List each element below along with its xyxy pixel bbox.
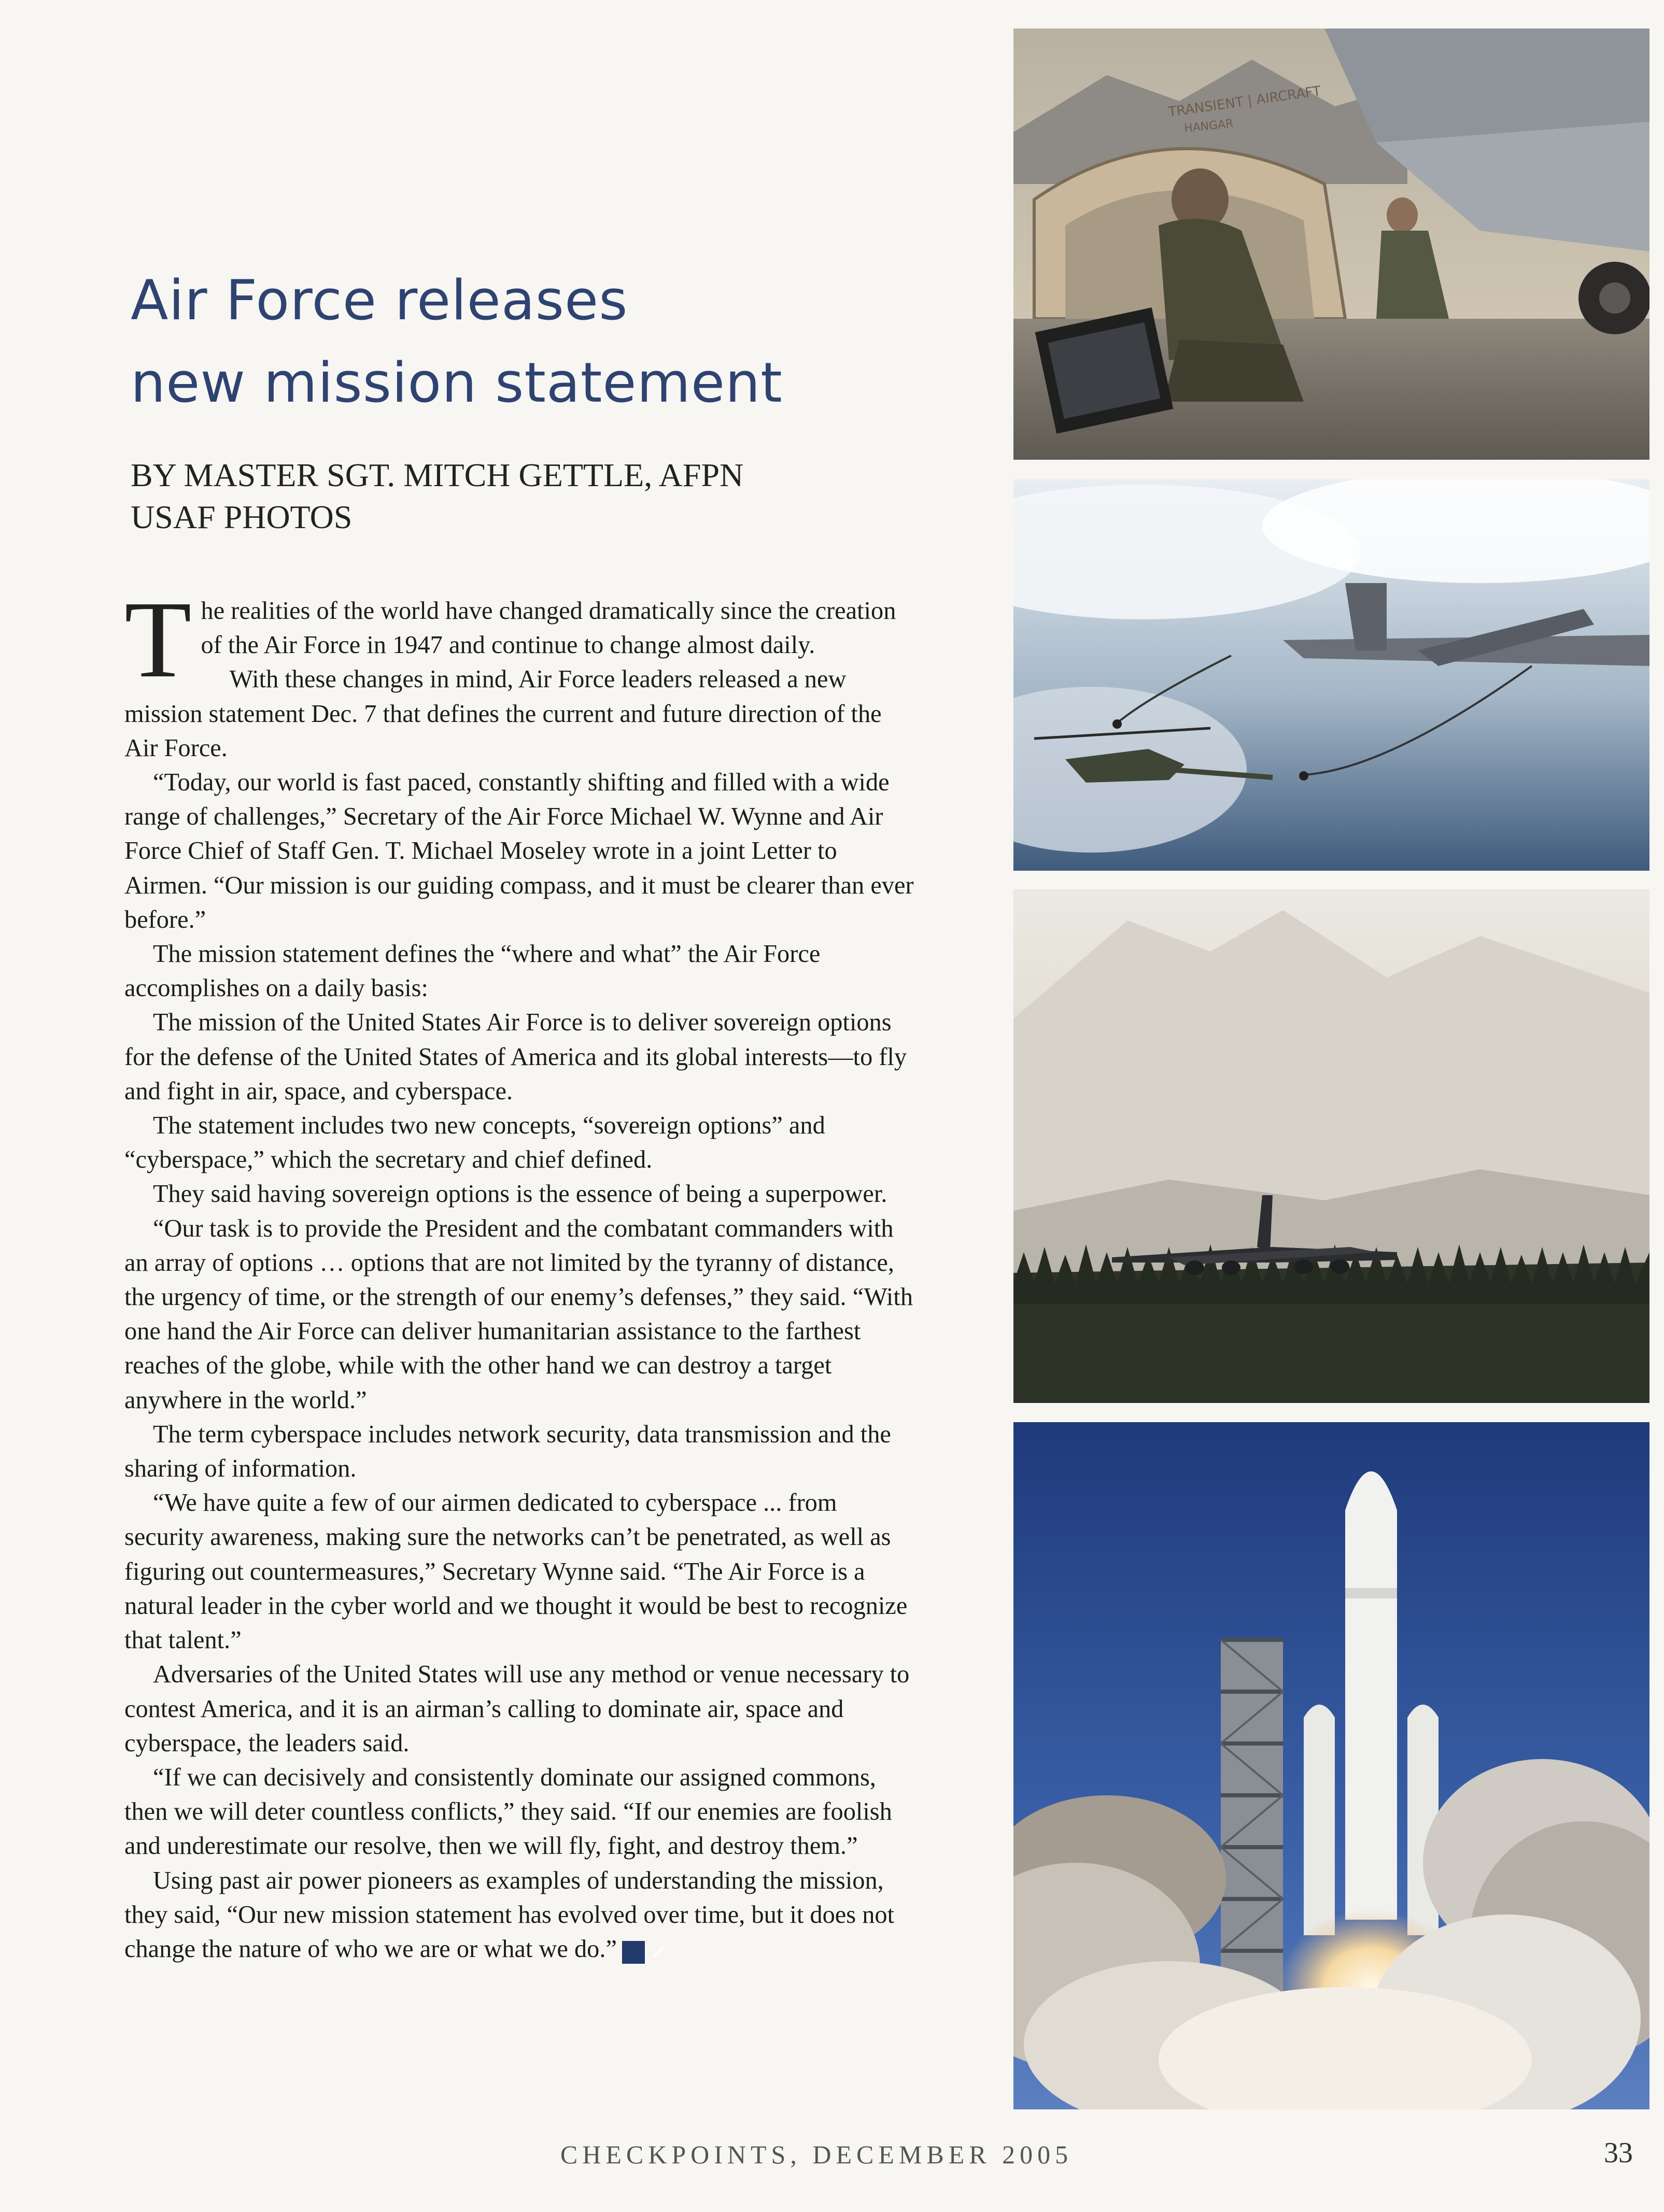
page-number: 33: [1604, 2137, 1633, 2169]
article-paragraph: They said having sovereign options is the essence of being a superpower.: [153, 1180, 887, 1208]
headline-line-1: Air Force releases: [131, 268, 628, 332]
photo-maintenance-crew: [1013, 29, 1649, 460]
headline-line-2: new mission statement: [131, 351, 783, 415]
article-paragraph: With these changes in mind, Air Force leaders released a new mission statement Dec. 7 that defines the current and future direction of the Air Force.: [124, 665, 882, 762]
publication-footer: CHECKPOINTS, DECEMBER 2005: [560, 2140, 1073, 2169]
photo-tanker-landing: [1013, 889, 1649, 1403]
article-paragraph: “We have quite a few of our airmen dedicated to cyberspace ... from security awareness, making sure the networks can’t be penetrated, as well as figuring out countermeasures,” Secretary Wynne said. “The Air Force is a natural leader in the cyber world and we thought it would be best to recognize that talent.”: [124, 1489, 908, 1654]
article-paragraph: The realities of the world have changed dramatically since the creation of the Air Force in 1947 and continue to change almost daily.: [124, 578, 896, 700]
article-paragraph: The mission statement defines the “where and what” the Air Force accomplishes on a daily basis:: [124, 940, 821, 1002]
article-paragraph: The statement includes two new concepts, “sovereign options” and “cyberspace,” which the secretary and chief defined.: [124, 1112, 825, 1174]
photo-rocket-launch: [1013, 1422, 1649, 2109]
end-mark-icon: ✓: [622, 1941, 645, 1964]
article-paragraph: “If we can decisively and consistently dominate our assigned commons, then we will deter countless conflicts,” they said. “If our enemies are foolish and underestimate our resolve, then we will fly, fight, and destroy them.”: [124, 1763, 892, 1860]
article-paragraph: “Today, our world is fast paced, constantly shifting and filled with a wide range of challenges,” Secretary of the Air Force Michael W. Wynne and Air Force Chief of Staff Gen. T. Michael Moseley wrote in a joint Letter to Airmen. “Our mission is our guiding compass, and it must be clearer than ever before.”: [124, 769, 914, 933]
byline-block: [131, 454, 908, 538]
article-paragraph: Using past air power pioneers as examples of understanding the mission, they said, “Our new mission statement has evolved over time, but it does not change the nature of who we are or what we do.” ✓: [124, 1866, 895, 1964]
photo-aerial-refueling: [1013, 479, 1649, 871]
article-paragraph: Adversaries of the United States will use any method or venue necessary to contest America, and it is an airman’s calling to dominate air, space and cyberspace, the leaders said.: [124, 1661, 910, 1757]
article-paragraph: The term cyberspace includes network security, data transmission and the sharing of information.: [124, 1420, 891, 1483]
hangar-sign-line-1: TRANSIENT | AIRCRAFT: [1167, 83, 1322, 120]
mission-statement-paragraph: The mission of the United States Air Force is to deliver sovereign options for the defense of the United States of America and its global interests—to fly and fight in air, space, and cyberspace.: [124, 1009, 907, 1105]
article-paragraph: “Our task is to provide the President and the combatant commanders with an array of options … options that are not limited by the tyranny of distance, the urgency of time, or the strength of our enemy’s defenses,” they said. “With one hand the Air Force can deliver humanitarian assistance to the farthest reaches of the globe, while with the other hand we can destroy a target anywhere in the world.”: [124, 1214, 913, 1414]
photo-credit: USAF PHOTOS: [131, 499, 352, 536]
author-byline: BY MASTER SGT. MITCH GETTLE, AFPN: [131, 457, 744, 493]
hangar-sign-line-2: HANGAR: [1183, 117, 1234, 135]
article-headline: [131, 259, 908, 424]
drop-cap: T: [124, 578, 192, 700]
article-body: [124, 578, 918, 1966]
